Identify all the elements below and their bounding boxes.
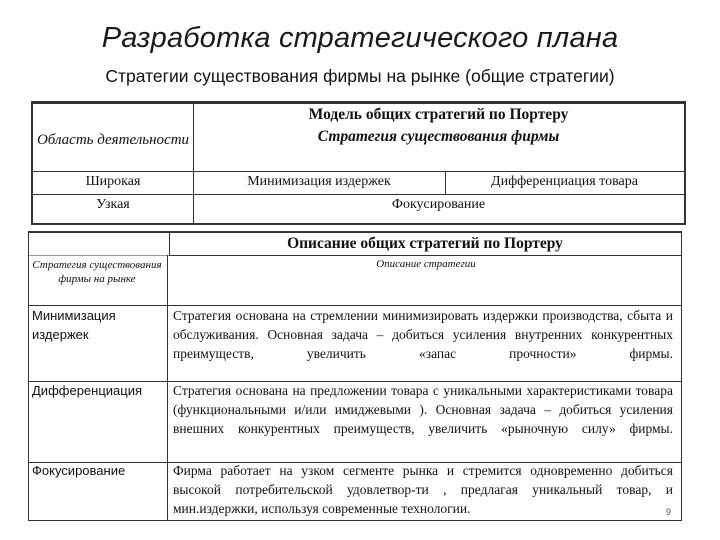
focus-cell: Фокусирование xyxy=(391,197,486,212)
row-divider xyxy=(29,255,169,256)
area-column-header: Область деятельности xyxy=(36,132,190,148)
strategy-column-header: Стратегия существования фирмы xyxy=(317,128,560,145)
porter-model-heading: Модель общих стратегий по Портеру xyxy=(308,106,569,123)
page-number: 9 xyxy=(666,507,672,517)
row-divider xyxy=(169,255,681,256)
strategy-column-header: Стратегия существования фирмы на рынке xyxy=(32,259,162,285)
strategy-name-cost: Минимизация издержек xyxy=(32,308,116,342)
strategy-description-cost: Стратегия основана на стремлении минимизировать издержки производства, сбыта и обслуживания. Основная задача – добиться усиления внутренних конкурентных преимуществ, увеличить «запас прочности» фирмы. xyxy=(173,308,673,361)
description-column-header: Описание стратегии xyxy=(376,258,476,270)
strategy-name-differentiation: Дифференциация xyxy=(32,383,143,398)
slide-subtitle: Стратегии существования фирмы на рынке (общие стратегии) xyxy=(105,66,615,86)
column-divider xyxy=(167,255,168,520)
cost-minimization-cell: Минимизация издержек xyxy=(247,174,391,189)
porter-model-table xyxy=(31,101,686,225)
strategy-description-focus: Фирма работает на узком сегменте рынка и стремится одновременно добиться высокой потребительской удовлетвор-ти , предлагая уникальный товар, и мин.издержки, используя современные технологии. xyxy=(173,463,673,516)
strategy-name-focus: Фокусирование xyxy=(32,463,126,478)
slide-title: Разработка стратегического плана xyxy=(101,22,619,54)
strategy-description-differentiation: Стратегия основана на предложении товара с уникальными характеристиками товара (функциональными и/или имиджевыми ). Основная задача – добиться усиления внешних конкурентных преимуществ, увеличить «рыночную силу» фирмы. xyxy=(173,383,673,436)
row-divider xyxy=(33,171,684,172)
differentiation-cell: Дифференциация товара xyxy=(491,174,638,189)
area-narrow: Узкая xyxy=(96,197,130,212)
row-divider xyxy=(33,194,684,195)
area-wide: Широкая xyxy=(85,174,141,189)
porter-description-heading: Описание общих стратегий по Портеру xyxy=(287,235,563,252)
porter-description-table xyxy=(28,231,682,521)
